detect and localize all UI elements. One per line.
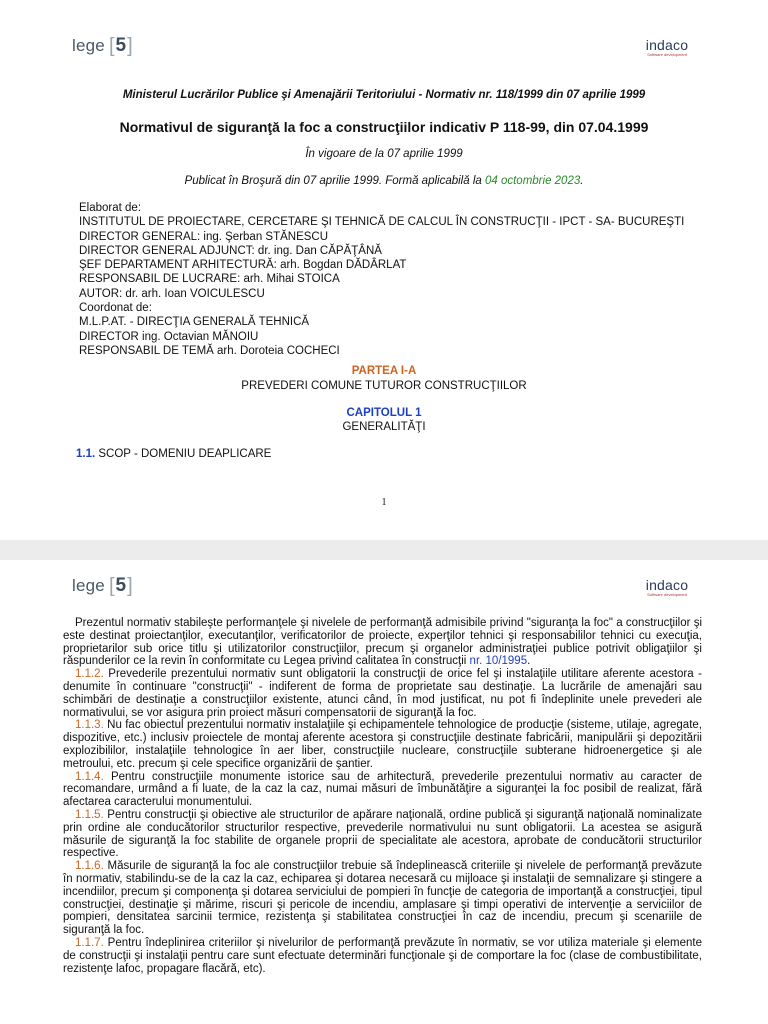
article-number-link[interactable]: 1.1.3. xyxy=(75,719,104,732)
page-separator xyxy=(0,540,768,560)
author-line: Coordonat de: xyxy=(79,302,152,315)
part-heading: PARTEA I-A xyxy=(351,365,417,377)
author-line: DIRECTOR ing. Octavian MĂNOIU xyxy=(79,330,259,343)
article-paragraph xyxy=(63,860,702,937)
applicable-date-link[interactable]: 04 octombrie 2023 xyxy=(484,175,581,187)
article-paragraph xyxy=(63,771,702,809)
author-line: DIRECTOR GENERAL ADJUNCT: dr. ing. Dan CĂPĂŢÂNĂ xyxy=(79,244,382,257)
article-number-link[interactable]: 1.1.7. xyxy=(75,936,104,949)
article-text: Pentru construcţii şi obiective ale structurilor de apărare naţională, ordine publică şi siguranţă naţională nominalizate prin ordine ale conducătorilor structurilor respective, prevederile normativului nu sunt obligatorii. La acestea se asigură măsurile de siguranţă la foc stabilite de organele proprii de specialitate ale acestora, aprobate de conducătorii structurilor respective. xyxy=(63,808,703,860)
article-text: Pentru construcţiile monumente istorice sau de arhitectură, prevederile prezentului normativ au caracter de recomandare, urmând a fi luate, de la caz la caz, numai măsuri de îmbunătăţire a siguranţei la foc posibil de realizat, fără afectarea caracterului monumentului. xyxy=(63,770,702,809)
chapter-heading: CAPITOLUL 1 xyxy=(346,407,422,419)
document-body xyxy=(63,617,702,975)
document-page-2 xyxy=(0,560,768,1024)
document-title: Normativul de siguranţă la foc a construcţiilor indicativ P 118-99, din 07.04.1999 xyxy=(119,119,649,135)
indaco-logo[interactable] xyxy=(642,578,692,597)
part-subheading: PREVEDERI COMUNE TUTUROR CONSTRUCŢIILOR xyxy=(241,380,527,392)
article-paragraph xyxy=(63,719,702,770)
article-number-link[interactable]: 1.1.5. xyxy=(75,808,104,821)
article-paragraph xyxy=(63,809,702,860)
in-force-date: În vigoare de la 07 aprilie 1999 xyxy=(305,148,463,160)
author-line: M.L.P.AT. - DIRECŢIA GENERALĂ TEHNICĂ xyxy=(79,316,310,329)
lege-logo-mark: [ 5 ] xyxy=(108,574,133,597)
article-text: Pentru îndeplinirea criteriilor şi nivelurilor de performanţă prevăzute în normativ, se vor utiliza materiale şi elemente de construcţii şi instalaţii pentru care sunt efectuate determinări funcţionale şi de comportare la foc (clase de combustibilitate, rezistenţe lafoc, propagare flacără, etc). xyxy=(63,936,702,975)
lege-logo-text: lege xyxy=(72,576,105,595)
authors-block xyxy=(79,201,684,358)
lege5-logo[interactable] xyxy=(72,34,133,58)
article-number-link[interactable]: 1.1.6. xyxy=(75,860,104,873)
section-scope-heading: 1.1. SCOP - DOMENIU DEAPLICARE xyxy=(76,448,272,460)
article-paragraph xyxy=(63,937,702,975)
article-text: Prevederile prezentului normativ sunt obligatorii la construcţii de orice fel şi instalaţiile utilitare aferente acestora - denumite în continuare "construcţii" - indiferent de forma de proprietate sau destinaţie. La lucrările de amenajări sau schimbări de destinaţie a construcţiilor existente, atunci când, în mod justificat, nu pot fi îndeplinite unele prevederi ale normativului, se vor asigura prin proiect măsuri compensatorii de siguranţă la foc. xyxy=(63,668,702,719)
lege5-logo[interactable] xyxy=(72,574,133,598)
indaco-logo-text: indaco xyxy=(645,577,689,593)
author-line: Elaborat de: xyxy=(79,202,142,214)
indaco-logo-text: indaco xyxy=(645,37,689,53)
ministry-header: Ministerul Lucrărilor Publice şi Amenajării Teritoriului - Normativ nr. 118/1999 din 07 aprilie 1999 xyxy=(122,89,646,101)
article-paragraph xyxy=(63,668,702,719)
indaco-logo-subtext: Software development xyxy=(647,592,687,597)
article-text: Nu fac obiectul prezentului normativ instalaţiile şi echipamentele tehnologice de producţie (sisteme, utilaje, agregate, dispozitive, etc.) inclusiv proiectele de montaj aferente acestora şi construcţiile destinate fabricării, manipulării şi depozitării explozibililor, instalaţiile tehnologice în aer liber, construcţiile nucleare, construcţiile subterane hidroenergetice şi ale metroului, etc. precum şi cele specifice organizării de şantier. xyxy=(63,719,702,770)
author-line: RESPONSABIL DE LUCRARE: arh. Mihai STOICA xyxy=(79,273,340,286)
intro-paragraph: Prezentul normativ stabileşte performanţele şi nivelele de performanţă admisibile privind "siguranţa la foc" a construcţiilor şi este destinat proiectanţilor, executanţilor, verificatorilor de proiecte, experţilor tehnici şi responsabililor tehnici cu execuţia, proprietarilor sub orice titlu şi utilizatorilor construcţiilor, precum şi organelor administraţiei publice potrivit obligaţiilor şi răspunderilor ce la revin în conformitate cu Legea privind calitatea în construcţii nr. 10/1995. xyxy=(63,617,702,668)
author-line: DIRECTOR GENERAL: ing. Şerban STĂNESCU xyxy=(79,230,329,243)
lege-logo-mark: [ 5 ] xyxy=(108,34,133,57)
author-line: INSTITUTUL DE PROIECTARE, CERCETARE ŞI TEHNICĂ DE CALCUL ÎN CONSTRUCŢII - IPCT - SA- BUCUREŞTI xyxy=(79,216,685,229)
lege-logo-text: lege xyxy=(72,36,105,55)
publication-info: Publicat în Broşură din 07 aprilie 1999. Formă aplicabilă la 04 octombrie 2023. xyxy=(184,175,584,187)
article-text: Măsurile de siguranţă la foc ale construcţiilor trebuie să îndeplinească criteriile şi nivelele de performanţă prevăzute în normativ, stabilindu-se de la caz la caz, echiparea şi dotarea necesară cu mijloace şi instalaţii de semnalizare şi stingere a incendiilor, precum şi componenţa şi dotarea serviciului de pompieri în funcţie de categoria de importanţă a construcţiei, tipul construcţiei, destinaţie şi mărime, riscuri şi pericole de incendiu, amplasare şi timpi operativi de intervenţie a serviciilor de pompieri, densitatea sarcinii termice, rezistenţa şi stabilitatea construcţiei în caz de incendiu, precum şi scenariile de siguranţă la foc. xyxy=(63,860,702,937)
chapter-subheading: GENERALITĂŢI xyxy=(342,421,426,433)
indaco-logo-subtext: Software development xyxy=(647,52,687,57)
author-line: RESPONSABIL DE TEMĂ arh. Doroteia COCHECI xyxy=(79,344,340,357)
author-line: ŞEF DEPARTAMENT ARHITECTURĂ: arh. Bogdan DĂDÂRLAT xyxy=(79,259,407,272)
section-number: 1.1. xyxy=(76,448,96,460)
author-line: AUTOR: dr. arh. Ioan VOICULESCU xyxy=(79,287,265,300)
law-link[interactable]: nr. 10/1995 xyxy=(469,655,528,668)
article-number-link[interactable]: 1.1.2. xyxy=(75,668,104,681)
indaco-logo[interactable] xyxy=(642,38,692,57)
article-number-link[interactable]: 1.1.4. xyxy=(75,770,104,783)
page-number: 1 xyxy=(381,497,387,508)
